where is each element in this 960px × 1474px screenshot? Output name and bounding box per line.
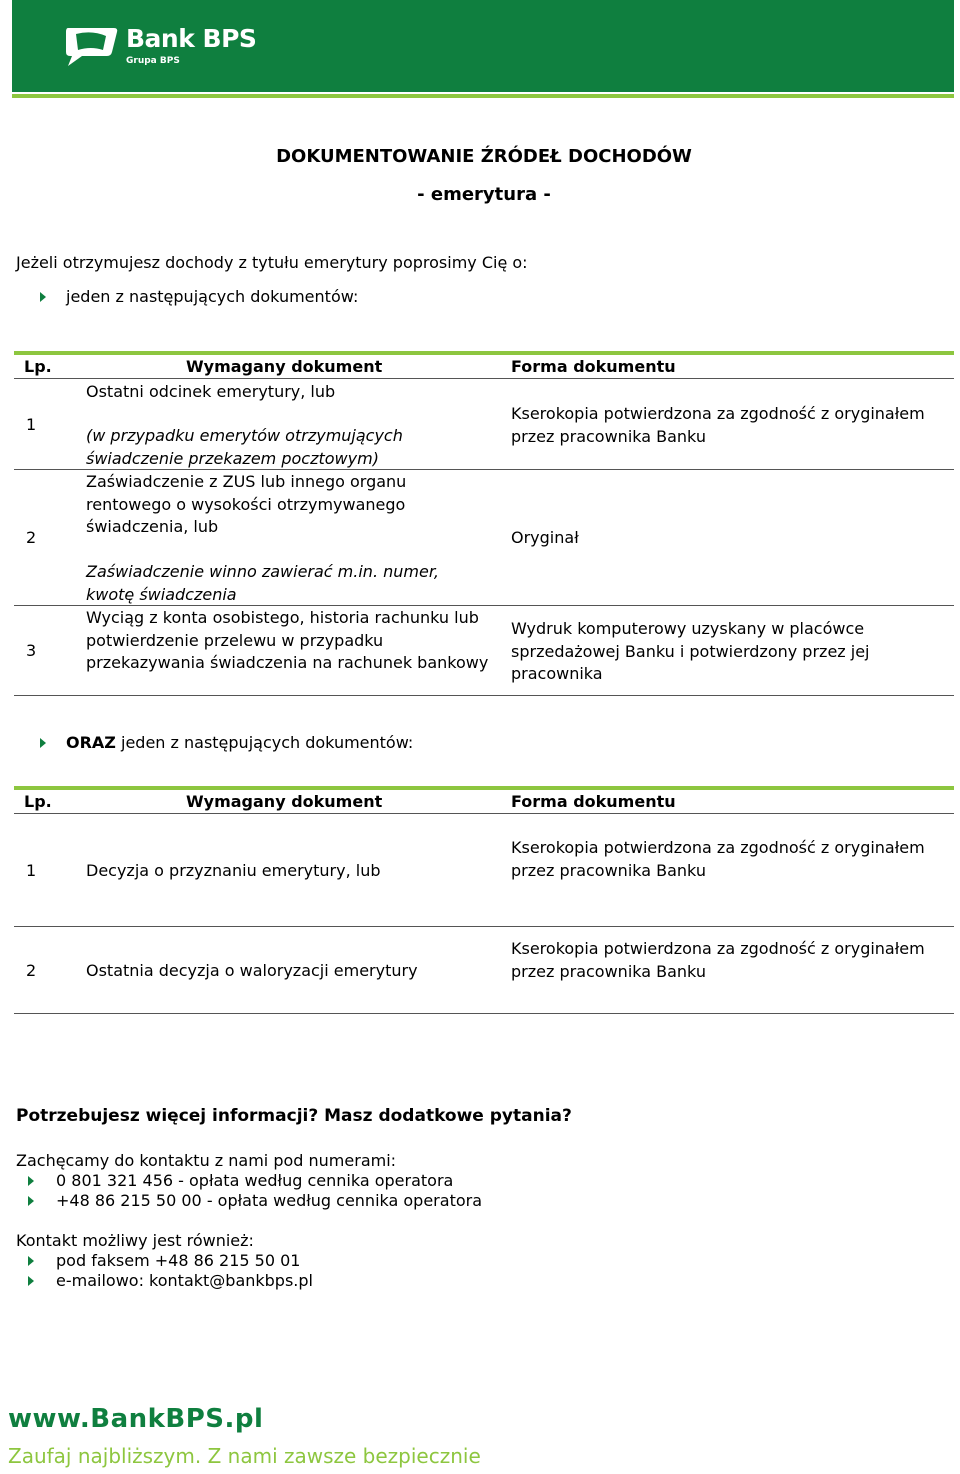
bullet-one-of: jeden z następujących dokumentów:: [66, 287, 359, 306]
bullet-arrow-icon: [28, 1276, 34, 1286]
table1-header-lp: Lp.: [24, 357, 52, 376]
table1-row2-form: Oryginał: [511, 528, 579, 547]
table2-row1-lp: 1: [26, 861, 37, 880]
bullet-arrow-icon: [28, 1196, 34, 1206]
table2-row1-doc: Decyzja o przyznaniu emerytury, lub: [86, 861, 381, 880]
table1-header-doc: Wymagany dokument: [186, 357, 383, 376]
table2-row2-form: Kserokopia potwierdzona za zgodność z oryginałem przez pracownika Banku: [511, 939, 925, 981]
table2-top-rule: [14, 786, 954, 790]
contact-intro: Zachęcamy do kontaktu z nami pod numerami:: [16, 1151, 397, 1170]
table2-header-lp: Lp.: [24, 792, 52, 811]
bank-group: Grupa BPS: [126, 56, 180, 66]
table1-bottom-rule: [14, 695, 954, 696]
table1-row3-lp: 3: [26, 641, 37, 660]
intro-text: Jeżeli otrzymujesz dochody z tytułu emerytury poprosimy Cię o:: [16, 253, 528, 272]
bullet-arrow-icon: [40, 292, 46, 302]
table2-header-rule: [14, 813, 954, 814]
table1-row1-rule: [14, 469, 954, 470]
page-title: DOKUMENTOWANIE ŹRÓDEŁ DOCHODÓW: [276, 146, 692, 167]
phone-line-1[interactable]: 0 801 321 456 - opłata według cennika operatora: [56, 1171, 454, 1190]
bullet-and-one-of: [66, 733, 413, 752]
bullet-and-bold: ORAZ: [66, 733, 116, 752]
table1-row2-doc-note: Zaświadczenie winno zawierać m.in. numer, kwotę świadczenia: [86, 562, 440, 604]
bank-logo-icon: [62, 24, 120, 66]
table1-row2-doc: Zaświadczenie z ZUS lub innego organu rentowego o wysokości otrzymywanego świadczenia, lub: [86, 472, 407, 536]
fax-line: pod faksem +48 86 215 50 01: [56, 1251, 301, 1270]
table1-row1-form: Kserokopia potwierdzona za zgodność z oryginałem przez pracownika Banku: [511, 404, 925, 446]
bank-name: Bank BPS: [126, 24, 257, 53]
table1-row3-form: Wydruk komputerowy uzyskany w placówce sprzedażowej Banku i potwierdzony przez jej pracownika: [511, 619, 870, 683]
bullet-arrow-icon: [28, 1176, 34, 1186]
table1-row1-lp: 1: [26, 415, 37, 434]
bank-logo[interactable]: [62, 22, 257, 72]
table1-row2-lp: 2: [26, 528, 37, 547]
table2-header-doc: Wymagany dokument: [186, 792, 383, 811]
table1-top-rule: [14, 351, 954, 355]
table2-row1-form: Kserokopia potwierdzona za zgodność z oryginałem przez pracownika Banku: [511, 838, 925, 880]
table1-row3-doc: Wyciąg z konta osobistego, historia rachunku lub potwierdzenie przelewu w przypadku przekazywania świadczenia na rachunek bankowy: [86, 608, 489, 672]
footer-tagline: Zaufaj najbliższym. Z nami zawsze bezpiecznie: [8, 1444, 481, 1468]
table1-row1-doc: Ostatni odcinek emerytury, lub: [86, 382, 336, 401]
phone-line-2[interactable]: +48 86 215 50 00 - opłata według cennika operatora: [56, 1191, 483, 1210]
table2-bottom-rule: [14, 1013, 954, 1014]
table2-row2-doc: Ostatnia decyzja o waloryzacji emerytury: [86, 961, 418, 980]
other-contact-intro: Kontakt możliwy jest również:: [16, 1231, 254, 1250]
table1-row2-rule: [14, 605, 954, 606]
table2-row1-rule: [14, 926, 954, 927]
table2-row2-lp: 2: [26, 961, 37, 980]
email-line[interactable]: e-mailowo: kontakt@bankbps.pl: [56, 1271, 313, 1290]
info-heading: Potrzebujesz więcej informacji? Masz dodatkowe pytania?: [16, 1106, 572, 1126]
bullet-arrow-icon: [40, 738, 46, 748]
table1-header-rule: [14, 378, 954, 379]
table1-row1-doc-note: (w przypadku emerytów otrzymujących świadczenie przekazem pocztowym): [86, 426, 403, 468]
page-subtitle: - emerytura -: [417, 184, 551, 205]
header-accent-line: [12, 94, 954, 98]
bullet-arrow-icon: [28, 1256, 34, 1266]
footer-website-link[interactable]: www.BankBPS.pl: [8, 1404, 264, 1434]
table2-header-form: Forma dokumentu: [511, 792, 676, 811]
bullet-and-rest: jeden z następujących dokumentów:: [115, 733, 414, 752]
table1-header-form: Forma dokumentu: [511, 357, 676, 376]
